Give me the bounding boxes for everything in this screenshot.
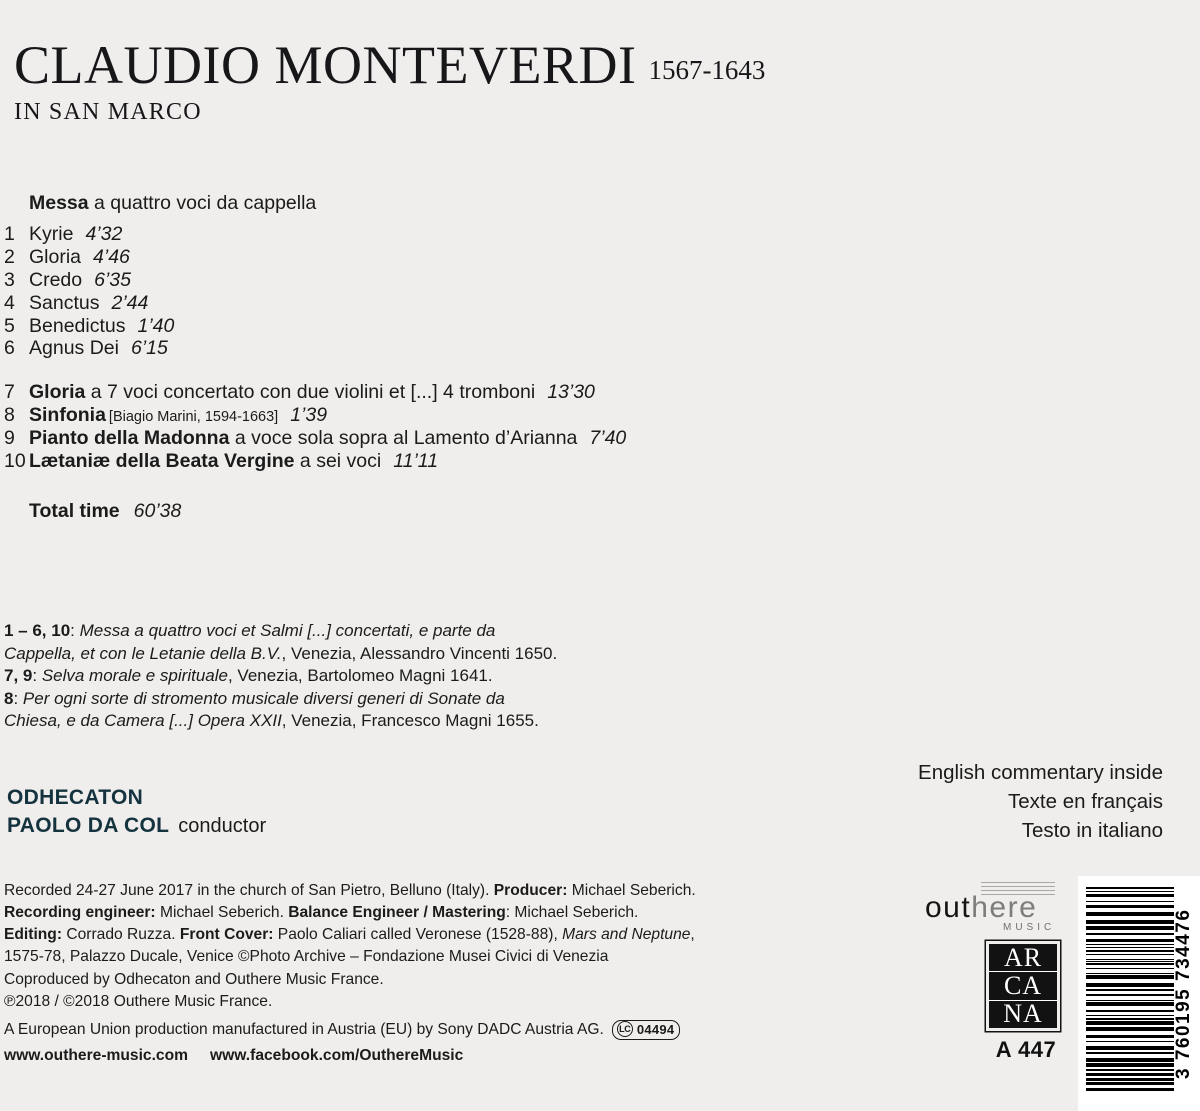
barcode-bar (1086, 901, 1174, 902)
credit-segment: Michael Seberich. (567, 882, 696, 899)
barcode-bar (1086, 983, 1174, 987)
track-row (4, 223, 804, 246)
barcode-bar (1086, 1073, 1174, 1076)
source-note-segment: : (13, 688, 23, 708)
barcode-bar (1086, 961, 1174, 962)
arcana-label-logo (986, 941, 1060, 1031)
credit-segment: Editing: (4, 926, 63, 944)
track-title-sub: a sei voci (294, 449, 382, 472)
track-number: 1 (4, 223, 15, 246)
track-number: 9 (4, 426, 15, 449)
source-note-segment: 1 – 6, 10 (4, 621, 71, 640)
track-duration: 6’35 (94, 269, 131, 292)
credit-segment: Producer: (493, 882, 568, 899)
credit-segment: : Michael Seberich. (505, 904, 639, 922)
barcode-bar (1086, 954, 1174, 955)
source-note-segment: , Venezia, Francesco Magni 1655. (281, 711, 539, 731)
outhere-wordmark-part2: here (971, 891, 1038, 924)
barcode-bar (1086, 1046, 1174, 1050)
credit-line (4, 924, 734, 946)
track-title-sub: a 7 voci concertato con due violini et [...] 4 tromboni (85, 381, 536, 404)
credit-segment: Paolo Caliari called Veronese (1528-88), (273, 926, 563, 944)
track-number: 6 (4, 337, 15, 360)
track-number: 4 (4, 291, 15, 314)
credit-segment: , (690, 926, 695, 944)
barcode-bar (1086, 1058, 1174, 1062)
barcode-bar (1086, 1052, 1174, 1054)
barcode-bar (1086, 1018, 1174, 1020)
barcode-bar (1086, 1041, 1174, 1042)
track-title (29, 337, 119, 360)
barcode-bar (1086, 1002, 1174, 1006)
outhere-wordmark-part1: out (925, 891, 972, 924)
source-note-line (4, 643, 704, 666)
source-note-segment: Per ogni sorte di stromento musicale diversi generi di Sonate da (22, 688, 505, 708)
barcode-bar (1086, 1082, 1174, 1085)
source-note-segment: Selva morale e spirituale (41, 666, 228, 686)
track-title-sub: Gloria (29, 246, 82, 269)
track-title (29, 246, 81, 269)
website-link[interactable]: www.outhere-music.com (4, 1047, 188, 1065)
barcode-bar (1086, 1069, 1174, 1071)
credit-line (4, 880, 734, 902)
barcode-bar (1086, 1088, 1174, 1091)
lc-circle-icon: LC (617, 1021, 633, 1037)
track-number: 2 (4, 246, 15, 269)
track-title (29, 292, 99, 315)
track-title-sub: Kyrie (29, 223, 74, 246)
credit-segment: 1575-78, Palazzo Ducale, Venice ©Photo Archive – Fondazione Musei Civici di Venezia (4, 948, 609, 966)
credit-segment: Coproduced by Odhecaton and Outhere Music France. (4, 970, 384, 988)
outhere-music-logo (925, 880, 1075, 933)
track-row (4, 315, 804, 338)
catalog-number: A 447 (995, 1037, 1057, 1062)
track-title (29, 381, 535, 404)
track-row (4, 246, 804, 269)
barcode-bar (1086, 963, 1174, 965)
album-subtitle: IN SAN MARCO (14, 99, 202, 125)
outhere-sublabel: MUSIC (1003, 922, 1056, 933)
source-note-segment: 8 (4, 688, 14, 708)
arcana-logo-row: CA (989, 972, 1057, 1000)
barcode-bar (1086, 950, 1174, 952)
language-note-line: Texte en français (1008, 790, 1163, 814)
source-note-segment: Cappella, et con le Letanie della B.V. (4, 643, 282, 663)
ensemble-credits (7, 784, 266, 840)
lc-code-badge (612, 1020, 681, 1040)
track-duration: 7’40 (589, 426, 627, 449)
track-number: 8 (4, 404, 15, 427)
barcode-bar (1086, 894, 1174, 897)
source-note-line (4, 710, 704, 733)
conductor-name: PAOLO DA COL (7, 814, 170, 838)
source-note-segment: , Venezia, Alessandro Vincenti 1650. (281, 643, 558, 663)
conductor-line (7, 812, 266, 839)
outhere-wordmark (925, 893, 1037, 923)
barcode-bar (1086, 1015, 1174, 1016)
barcode-bar (1086, 1000, 1174, 1001)
total-time-label: Total time (29, 499, 120, 522)
track-row (4, 404, 804, 427)
track-title (29, 427, 577, 450)
track-duration: 11’11 (393, 449, 439, 472)
barcode-bar (1086, 1027, 1174, 1031)
header (14, 35, 914, 126)
barcode-panel (1078, 876, 1200, 1111)
track-title (29, 404, 278, 427)
credit-segment: ℗2018 / ©2018 Outhere Music France. (4, 992, 273, 1010)
track-title-main: Gloria (29, 381, 86, 404)
language-note-line: English commentary inside (918, 761, 1163, 784)
track-title-sub: Agnus Dei (29, 337, 119, 360)
eu-production-text: A European Union production manufactured in Austria (EU) by Sony DADC Austria AG. (4, 1021, 604, 1038)
barcode-bars (1086, 887, 1174, 1100)
ensemble-name: ODHECATON (7, 786, 144, 809)
track-row (4, 337, 804, 360)
source-note-segment: : (32, 666, 42, 686)
work-heading-rest: a quattro voci da cappella (88, 192, 317, 214)
arcana-logo-row: AR (989, 944, 1057, 972)
barcode-bar (1086, 959, 1174, 960)
track-number: 7 (4, 381, 15, 404)
credit-segment: Recording engineer: (4, 904, 156, 922)
credit-segment: Michael Seberich. (155, 904, 289, 922)
barcode-bar (1086, 933, 1174, 935)
credit-segment: Balance Engineer / Mastering (288, 904, 506, 922)
source-note-line (4, 688, 704, 711)
lc-code-number: 04494 (636, 1021, 675, 1037)
source-note-segment: Messa a quattro voci et Salmi [...] concertati, e parte da (79, 621, 496, 640)
barcode-bar (1086, 891, 1174, 892)
facebook-link[interactable]: www.facebook.com/OuthereMusic (209, 1047, 464, 1065)
conductor-role: conductor (178, 815, 267, 838)
barcode-bar (1086, 912, 1174, 916)
track-title-main: Pianto della Madonna (29, 426, 230, 449)
track-row (4, 381, 804, 404)
source-note-segment: Chiesa, e da Camera [...] Opera XXII (4, 711, 282, 731)
barcode-bar (1086, 926, 1174, 930)
track-number: 5 (4, 314, 15, 337)
credit-segment: Recorded 24-27 June 2017 in the church of San Pietro, Belluno (Italy). (4, 882, 494, 899)
track-duration: 2’44 (111, 291, 149, 314)
source-notes (4, 620, 704, 733)
track-number: 10 (4, 449, 26, 472)
track-title (29, 269, 82, 292)
total-time-value: 60’38 (133, 499, 182, 522)
credit-segment: Corrado Ruzza. (62, 926, 180, 944)
track-title-main: Sinfonia (29, 404, 106, 427)
barcode-bar (1086, 1078, 1174, 1081)
work-heading-bold: Messa (29, 192, 89, 214)
barcode-bar (1086, 1035, 1174, 1038)
track-group-other (4, 381, 804, 472)
track-duration: 1’39 (290, 404, 328, 427)
track-title-sub: Sanctus (29, 291, 100, 314)
track-duration: 4’32 (85, 223, 123, 246)
total-time-row (29, 500, 804, 523)
credit-line (4, 946, 734, 968)
track-row (4, 427, 804, 450)
barcode-bar (1086, 1021, 1174, 1025)
track-title (29, 223, 73, 246)
track-title-sub: a voce sola sopra al Lamento d’Arianna (229, 426, 578, 449)
source-note-segment: : (70, 621, 80, 640)
credit-line (4, 991, 734, 1013)
barcode-bar (1086, 947, 1174, 948)
barcode-bar (1086, 975, 1174, 979)
track-duration: 13’30 (547, 381, 595, 404)
track-title (29, 450, 381, 473)
credit-segment: Mars and Neptune (562, 926, 691, 944)
track-duration: 4’46 (93, 246, 130, 269)
track-group-spacer (4, 360, 804, 381)
credit-segment: Front Cover: (179, 926, 274, 944)
barcode-bar (1086, 887, 1174, 889)
arcana-logo-row: NA (1003, 999, 1043, 1029)
barcode-bar (1086, 920, 1174, 924)
barcode-digits: 3 760195 734476 (1173, 908, 1194, 1079)
web-links-line (4, 1044, 734, 1067)
barcode-bar (1086, 1010, 1174, 1012)
barcode-bar (1086, 994, 1174, 996)
track-duration: 6’15 (130, 337, 168, 360)
track-title-main: Lætaniæ della Beata Vergine (29, 449, 295, 472)
composer-title-line (14, 35, 914, 95)
barcode-bar (1086, 905, 1174, 908)
barcode-bar (1086, 989, 1174, 991)
composer-dates: 1567-1643 (648, 55, 766, 85)
credit-line (4, 969, 734, 991)
credit-line (4, 902, 734, 924)
legal-block (4, 1018, 734, 1068)
barcode-bar (1086, 944, 1174, 945)
track-duration: 1’40 (137, 314, 175, 337)
track-title-sub: Credo (29, 269, 83, 292)
track-row (4, 292, 804, 315)
track-number: 3 (4, 269, 15, 292)
barcode-bar (1086, 939, 1174, 942)
source-note-line (4, 665, 704, 688)
barcode-bar (1086, 973, 1174, 974)
source-note-segment: , Venezia, Bartolomeo Magni 1641. (227, 666, 493, 686)
track-title-sub: Benedictus (29, 314, 126, 337)
production-credits (4, 880, 734, 1013)
barcode-bar (1086, 968, 1174, 969)
barcode-bar (1086, 1063, 1174, 1067)
work-heading (29, 192, 804, 214)
track-listing (4, 192, 804, 523)
language-note-line: Testo in italiano (1021, 819, 1163, 843)
track-row (4, 450, 804, 473)
track-title (29, 315, 125, 338)
track-row (4, 269, 804, 292)
composer-name: CLAUDIO MONTEVERDI (14, 35, 637, 95)
track-group-mass (4, 223, 804, 360)
eu-production-line (4, 1018, 734, 1041)
language-notes (918, 758, 1163, 845)
source-note-line (4, 620, 704, 643)
source-note-segment: 7, 9 (4, 666, 33, 686)
track-attribution: [Biagio Marini, 1594-1663] (108, 409, 279, 426)
